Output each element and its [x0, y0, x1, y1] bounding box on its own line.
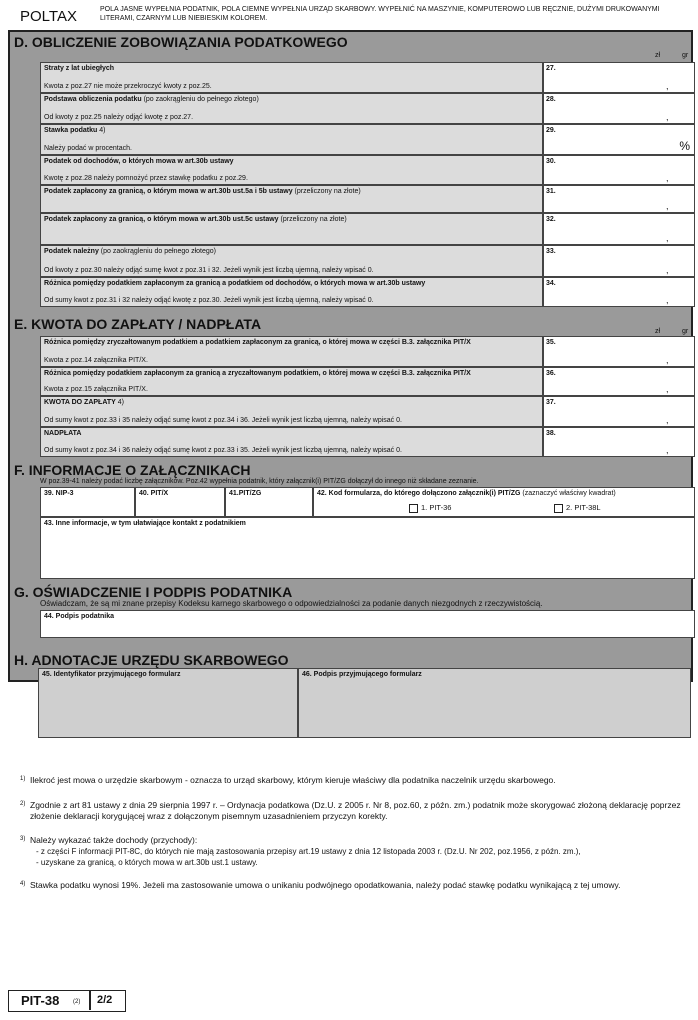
field-45-receiver-id: 45. Identyfikator przyjmującego formularz [38, 668, 298, 738]
footnote-1 [20, 775, 685, 786]
unit-zl-e: zł [655, 328, 661, 335]
d-row-32 [40, 213, 543, 245]
row-instruction: Należy podać w procentach. [44, 145, 132, 152]
field-number: 34. [546, 280, 556, 287]
decimal-separator: , [666, 445, 669, 455]
e-row-38 [40, 427, 543, 457]
section-d-title: D. OBLICZENIE ZOBOWIĄZANIA PODATKOWEGO [14, 34, 348, 50]
decimal-separator: , [666, 81, 669, 91]
field-number: 30. [546, 158, 556, 165]
field-number: 37. [546, 399, 556, 406]
d-row-27 [40, 62, 543, 93]
field-number: 38. [546, 430, 556, 437]
row-title: Podatek zapłacony za granicą, o którym mowa w art.30b ust.5a i 5b ustawy [44, 188, 293, 195]
field-30[interactable] [543, 155, 695, 185]
decimal-separator: , [666, 415, 669, 425]
row-instruction: Od sumy kwot z poz.33 i 35 należy odjąć sumę kwot z poz.34 i 36. Jeżeli wynik jest liczbą ujemną, należy wpisać 0. [44, 417, 402, 424]
field-42-form-code [313, 487, 695, 517]
d-row-30 [40, 155, 543, 185]
option-pit36[interactable]: 1. PIT-36 [409, 503, 451, 513]
field-40-pitx[interactable]: 40. PIT/X [135, 487, 225, 517]
page-number: 2/2 [97, 994, 113, 1006]
decimal-separator: , [666, 112, 669, 122]
footnote-4 [20, 880, 685, 891]
field-number: 29. [546, 127, 556, 134]
row-title: Straty z lat ubiegłych [44, 65, 115, 72]
field-number: 28. [546, 96, 556, 103]
decimal-separator: , [666, 265, 669, 275]
form-version: (2) [73, 999, 81, 1005]
unit-zl: zł [655, 52, 661, 59]
row-title: Podatek należny [44, 248, 99, 255]
footnote-mark: 2) [20, 801, 26, 807]
footnote-mark: 3) [20, 836, 26, 842]
row-instruction: Kwota z poz.14 załącznika PIT/X. [44, 357, 148, 364]
field-35[interactable] [543, 336, 695, 367]
form-instructions: POLA JASNE WYPEŁNIA PODATNIK, POLA CIEMNE WYPEŁNIA URZĄD SKARBOWY. WYPEŁNIĆ NA MASZYNIE, KOMPUTEROWO LUB RĘCZNIE, DUŻYMI DRUKOWANYMI LITERAMI, CZARNYM LUB NIEBIESKIM KOLOREM. [100, 6, 660, 22]
footer-divider [89, 991, 91, 1010]
field-number: 35. [546, 339, 556, 346]
row-instruction: Od sumy kwot z poz.34 i 36 należy odjąć sumę kwot z poz.33 i 35. Jeżeli wynik jest liczbą ujemną, należy wpisać 0. [44, 447, 402, 454]
field-31[interactable] [543, 185, 695, 213]
row-instruction: Kwotę z poz.28 należy pomnożyć przez stawkę podatku z poz.29. [44, 175, 248, 182]
decimal-separator: , [666, 173, 669, 183]
d-row-29 [40, 124, 543, 155]
footnote-mark: 1) [20, 776, 26, 782]
e-row-35 [40, 336, 543, 367]
field-39-nip3[interactable]: 39. NIP-3 [40, 487, 135, 517]
section-h-title: H. ADNOTACJE URZĘDU SKARBOWEGO [14, 652, 289, 668]
row-title: Różnica pomiędzy zryczałtowanym podatkiem a podatkiem zapłaconym za granicą, o której mowa w części B.3. załącznika PIT/X [44, 339, 471, 346]
d-row-34 [40, 277, 543, 307]
field-46-receiver-signature: 46. Podpis przyjmującego formularz [298, 668, 691, 738]
section-f-title: F. INFORMACJE O ZAŁĄCZNIKACH [14, 462, 251, 478]
decimal-separator: , [666, 201, 669, 211]
row-title-note: (po zaokrągleniu do pełnego złotego) [98, 248, 216, 255]
row-instruction: Kwota z poz.15 załącznika PIT/X. [44, 386, 148, 393]
d-row-28 [40, 93, 543, 124]
decimal-separator: , [666, 384, 669, 394]
unit-gr: gr [682, 52, 689, 59]
row-title: Podatek od dochodów, o których mowa w art.30b ustawy [44, 158, 234, 165]
decimal-separator: , [666, 295, 669, 305]
decimal-separator: , [666, 355, 669, 365]
row-title-note: (przeliczony na złote) [278, 216, 347, 223]
row-title: KWOTA DO ZAPŁATY [44, 399, 116, 406]
form-code: PIT-38 [21, 993, 60, 1008]
e-row-37 [40, 396, 543, 427]
row-title: Różnica pomiędzy podatkiem zapłaconym za granicą a podatkiem od dochodów, o których mowa w art.30b ustawy [44, 280, 426, 287]
unit-gr-e: gr [682, 328, 689, 335]
row-title-note: 4) [115, 399, 124, 406]
d-row-31 [40, 185, 543, 213]
field-28[interactable] [543, 93, 695, 124]
row-title-note: (przeliczony na złote) [292, 188, 361, 195]
field-number: 27. [546, 65, 556, 72]
field-29[interactable] [543, 124, 695, 155]
section-g-title: G. OŚWIADCZENIE I PODPIS PODATNIKA [14, 584, 293, 600]
field-number: 33. [546, 248, 556, 255]
field-42-label: 42. Kod formularza, do którego dołączono załącznik(i) PIT/ZG [317, 490, 521, 497]
decimal-separator: , [666, 233, 669, 243]
field-number: 31. [546, 188, 556, 195]
option-pit38l[interactable]: 2. PIT-38L [554, 503, 601, 513]
field-38[interactable] [543, 427, 695, 457]
row-title: Różnica pomiędzy podatkiem zapłaconym za granicą a zryczałtowanym podatkiem, o której mowa w części B.3. załącznika PIT/X [44, 370, 471, 377]
row-instruction: Od kwoty z poz.25 należy odjąć kwotę z poz.27. [44, 114, 194, 121]
footnote-line: - uzyskane za granicą, o których mowa w art.30b ust.1 ustawy. [36, 858, 258, 867]
field-36[interactable] [543, 367, 695, 396]
row-title-note: 4) [97, 127, 106, 134]
field-27[interactable] [543, 62, 695, 93]
footnote-text: Należy wykazać także dochody (przychody): [30, 835, 198, 845]
field-37[interactable] [543, 396, 695, 427]
checkbox-pit38l[interactable] [554, 504, 563, 513]
field-33[interactable] [543, 245, 695, 277]
field-number: 36. [546, 370, 556, 377]
row-title: Podstawa obliczenia podatku [44, 96, 142, 103]
row-instruction: Od sumy kwot z poz.31 i 32 należy odjąć kwotę z poz.30. Jeżeli wynik jest liczbą ujemną, należy wpisać 0. [44, 297, 374, 304]
field-32[interactable] [543, 213, 695, 245]
footnote-mark: 4) [20, 881, 26, 887]
footnote-3 [20, 835, 685, 868]
field-44-signature[interactable]: 44. Podpis podatnika [40, 610, 695, 638]
section-f-note: W poz.39-41 należy podać liczbę załączników. Poz.42 wypełnia podatnik, który załącznik(i) PIT/ZG dołączył do innego niż składane zeznanie. [40, 478, 479, 485]
field-42-hint: (zaznaczyć właściwy kwadrat) [520, 490, 616, 497]
percent-sign: % [679, 139, 690, 153]
d-row-33 [40, 245, 543, 277]
field-number: 32. [546, 216, 556, 223]
form-body [8, 30, 693, 682]
footnote-line: - z części F informacji PIT-8C, do których nie mają zastosowania przepisy art.19 ustawy z dnia 12 listopada 2003 r. (Dz.U. Nr 202, poz.1956, z późn. zm.), [36, 847, 581, 856]
e-row-36 [40, 367, 543, 396]
row-title: Stawka podatku [44, 127, 98, 134]
footnote-text: Zgodnie z art 81 ustawy z dnia 29 sierpnia 1997 r. – Ordynacja podatkowa (Dz.U. z 2005 r. Nr 8, poz.60, z późn. zm.) podatnik może skorygować złożoną deklarację poprzez złożenie deklaracji korygującej wraz z dołączonym pisemnym uzasadnieniem przyczyn korekty. [30, 800, 681, 821]
row-title: Podatek zapłacony za granicą, o którym mowa w art.30b ust.5c ustawy [44, 216, 279, 223]
row-instruction: Kwota z poz.27 nie może przekroczyć kwoty z poz.25. [44, 83, 212, 90]
row-title: NADPŁATA [44, 430, 82, 437]
section-g-statement: Oświadczam, że są mi znane przepisy Kodeksu karnego skarbowego o odpowiedzialności za podanie danych niezgodnych z rzeczywistością. [40, 599, 543, 608]
row-instruction: Od kwoty z poz.30 należy odjąć sumę kwot z poz.31 i 32. Jeżeli wynik jest liczbą ujemną, należy wpisać 0. [44, 267, 374, 274]
form-id-box [8, 990, 126, 1012]
field-41-pitzg[interactable]: 41.PIT/ZG [225, 487, 313, 517]
section-e-title: E. KWOTA DO ZAPŁATY / NADPŁATA [14, 316, 262, 332]
row-title-note: (po zaokrągleniu do pełnego złotego) [141, 96, 259, 103]
field-34[interactable] [543, 277, 695, 307]
footnote-2 [20, 800, 685, 822]
form-brand: POLTAX [20, 8, 77, 25]
footnote-text: Ilekroć jest mowa o urzędzie skarbowym - oznacza to urząd skarbowy, którym kieruje właściwy dla podatnika naczelnik urzędu skarbowego. [30, 775, 556, 785]
footnote-text: Stawka podatku wynosi 19%. Jeżeli ma zastosowanie umowa o unikaniu podwójnego opodatkowania, należy podać stawkę podatku wynikającą z tej umowy. [30, 880, 621, 890]
field-43-other-info[interactable]: 43. Inne informacje, w tym ułatwiające kontakt z podatnikiem [40, 517, 695, 579]
checkbox-pit36[interactable] [409, 504, 418, 513]
